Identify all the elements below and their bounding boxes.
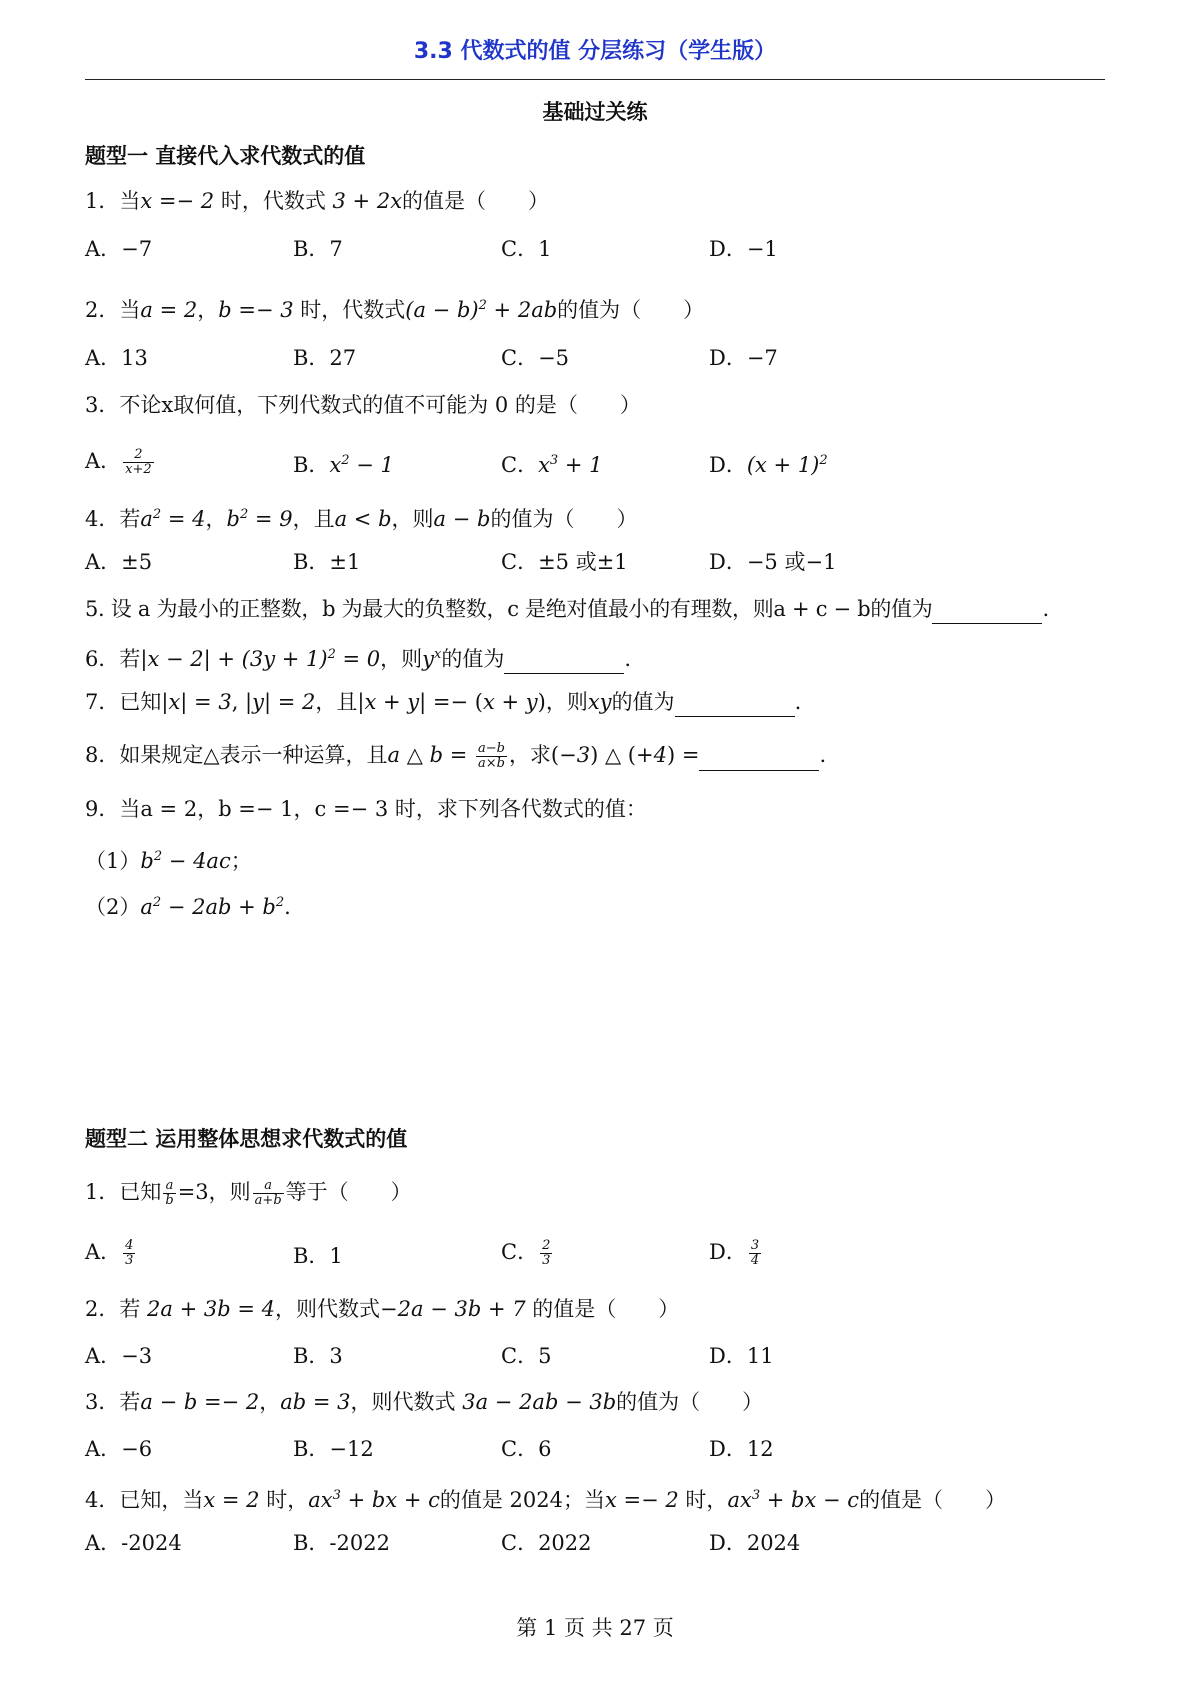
question-1-9-part-1: $(1)b^2 - 4ac$；	[85, 849, 252, 873]
q2-1-option-d: D． $\frac{3}{4}$	[709, 1238, 760, 1268]
q2-4-option-a: A．-2024	[85, 1531, 182, 1555]
question-1-9-part-2: $(2)a^2 - 2ab + b^2$.	[85, 895, 291, 919]
q2-1-option-c: C． $\frac{2}{3}$	[501, 1238, 551, 1268]
document-title: 3.3 代数式的值 分层练习（学生版）	[413, 39, 777, 64]
q1-4-option-a: A．±5	[85, 550, 153, 574]
q1-2-option-b: B．27	[293, 346, 357, 370]
question-1-3: 3．不论x取何值，下列代数式的值不可能为 0 的是（ ）	[85, 393, 641, 417]
q1-3-option-b: B．$x^2 - 1$	[293, 453, 394, 477]
question-1-5: 5. 设 a 为最小的正整数，b 为最大的负整数，c 是绝对值最小的有理数，则a + c − b的值为 .	[85, 594, 1049, 624]
q1-1-option-c: C．1	[501, 237, 552, 261]
q1-4-option-c: C．±5 或±1	[501, 550, 628, 574]
question-1-2: 2．当a = 2，b =− 3 时，代数式$(a - b)^2 + 2ab$的值为（ ）	[85, 298, 705, 322]
question-2-1: 1．已知 $\frac{a}{b}$ =3，则 $\frac{a}{a+b}$ 等于（ ）	[85, 1178, 412, 1208]
question-1-9: 9．当a = 2，b =− 1，c =− 3 时，求下列各代数式的值：	[85, 797, 647, 821]
question-1-6: 6．若$|x - 2| + (3y + 1)^2 = 0$，则$y^x$的值为 .	[85, 640, 631, 674]
q2-2-option-a: A．−3	[85, 1344, 153, 1368]
q2-4-option-b: B．-2022	[293, 1531, 390, 1555]
question-2-2: 2．若 2a + 3b = 4，则代数式−2a − 3b + 7 的值是（ ）	[85, 1297, 680, 1321]
q1-4-option-d: D．−5 或−1	[709, 550, 837, 574]
q2-3-option-b: B．−12	[293, 1437, 374, 1461]
q2-2-option-c: C．5	[501, 1344, 552, 1368]
q2-3-option-a: A．−6	[85, 1437, 153, 1461]
q1-1-option-a: A．−7	[85, 237, 153, 261]
q2-3-option-c: C．6	[501, 1437, 552, 1461]
section-title-1: 题型一 直接代入求代数式的值	[85, 144, 366, 168]
question-2-3: 3．若a − b =− 2，ab = 3，则代数式 3a − 2ab − 3b的值为（ ）	[85, 1390, 764, 1414]
q1-1-option-b: B．7	[293, 237, 343, 261]
question-1-1: 1．当x =− 2 时，代数式 3 + 2x的值是（ ）	[85, 189, 550, 213]
q1-2-option-c: C．−5	[501, 346, 570, 370]
q1-4-option-b: B．±1	[293, 550, 361, 574]
question-2-4: 4．已知，当x = 2 时，$ax^3$ + bx + c的值是 2024；当x =− 2 时，$ax^3$ + bx − c的值是（ ）	[85, 1488, 1007, 1512]
section-heading: 基础过关练	[542, 100, 648, 124]
q2-2-option-d: D．11	[709, 1344, 774, 1368]
q2-2-option-b: B．3	[293, 1344, 343, 1368]
q1-3-option-c: C．$x^3 + 1$	[501, 453, 603, 477]
q1-3-option-d: D．$(x + 1)^2$	[709, 453, 828, 477]
q2-1-option-a: A． $\frac{4}{3}$	[85, 1238, 134, 1268]
q2-1-option-b: B．1	[293, 1244, 343, 1268]
header-divider	[85, 79, 1105, 80]
q1-3-option-a: A． $\frac{2}{x+2}$	[85, 447, 152, 477]
question-1-4: 4．若$a^2 = 4$，$b^2 = 9$，且a < b，则a − b的值为（ ）	[85, 507, 638, 531]
q2-4-option-c: C．2022	[501, 1531, 592, 1555]
section-title-2: 题型二 运用整体思想求代数式的值	[85, 1127, 408, 1151]
q2-3-option-d: D．12	[709, 1437, 774, 1461]
q1-2-option-a: A．13	[85, 346, 148, 370]
question-1-8: 8．如果规定△表示一种运算，且a △ b = $\frac{a-b}{a\times b}$ ，求(−3) △ (+4) = .	[85, 741, 827, 771]
page-footer: 第 1 页 共 27 页	[516, 1616, 674, 1640]
q2-4-option-d: D．2024	[709, 1531, 801, 1555]
question-1-7: 7．已知|x| = 3, |y| = 2，且|x + y| =− (x + y)，则xy的值为 .	[85, 687, 801, 717]
q1-1-option-d: D．−1	[709, 237, 778, 261]
q1-2-option-d: D．−7	[709, 346, 778, 370]
